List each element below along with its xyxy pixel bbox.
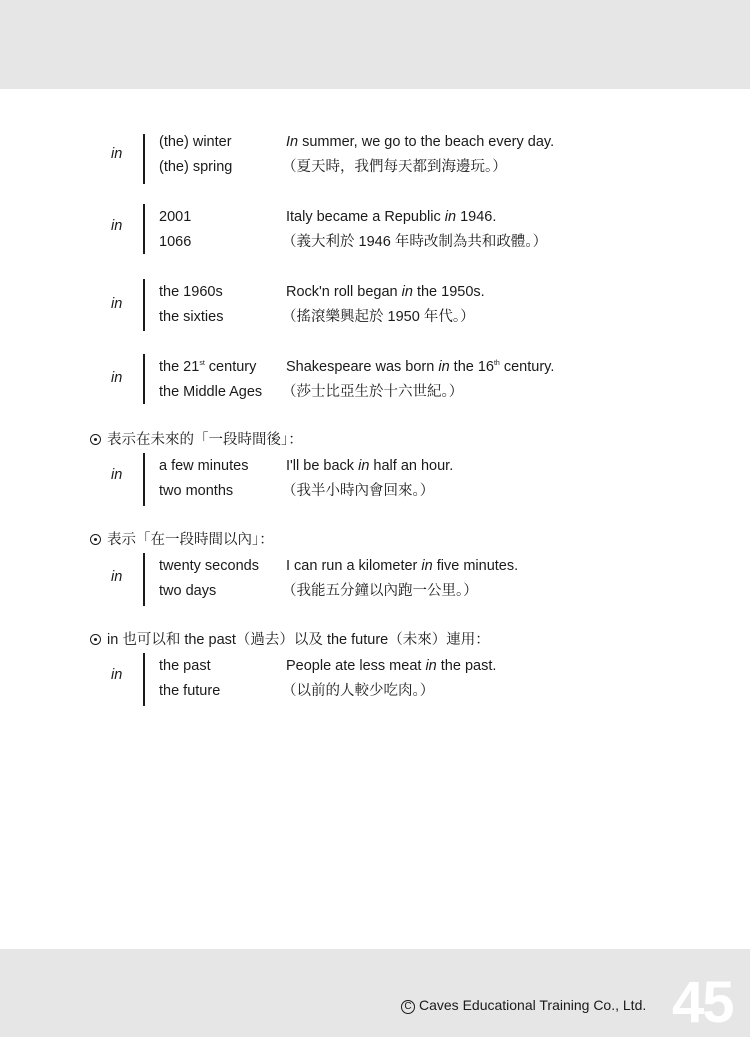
item-1: (the) winter: [159, 134, 232, 150]
item-1: twenty seconds: [159, 558, 259, 574]
item-2: two months: [159, 483, 234, 499]
example-sentence: Italy became a Republic in 1946.: [286, 209, 497, 225]
usage-note: 表示在未來的「一段時間後」：: [90, 429, 303, 451]
keyword-in: in: [111, 146, 123, 162]
copyright-icon: C: [401, 1000, 415, 1014]
example-translation: （搖滾樂興起於 1950 年代。）: [282, 309, 475, 325]
item-2: 1066: [159, 234, 192, 250]
example-translation: （以前的人較少吃肉。）: [282, 683, 435, 699]
item-1: the 21st century: [159, 359, 257, 375]
circle-dot-bullet-icon: [90, 434, 101, 445]
item-1: 2001: [159, 209, 192, 225]
example-translation: （夏天時，我們每天都到海邊玩。）: [282, 159, 507, 175]
usage-note: 表示「在一段時間以內」：: [90, 529, 274, 551]
item-2: the Middle Ages: [159, 384, 263, 400]
keyword-in: in: [111, 467, 123, 483]
footer-band: [0, 949, 750, 1037]
example-sentence: In summer, we go to the beach every day.: [286, 134, 555, 150]
item-2: the sixties: [159, 309, 224, 325]
bracket-bar: [143, 134, 145, 184]
keyword-in: in: [111, 218, 123, 234]
example-sentence: I'll be back in half an hour.: [286, 458, 454, 474]
item-2: (the) spring: [159, 159, 233, 175]
example-sentence: People ate less meat in the past.: [286, 658, 497, 674]
header-band: [0, 0, 750, 89]
bracket-bar: [143, 354, 145, 404]
keyword-in: in: [111, 296, 123, 312]
example-translation: （義大利於 1946 年時改制為共和政體。）: [282, 234, 548, 250]
keyword-in: in: [111, 569, 123, 585]
bracket-bar: [143, 204, 145, 254]
example-translation: （莎士比亞生於十六世紀。）: [282, 384, 464, 400]
example-translation: （我半小時內會回來。）: [282, 483, 435, 499]
item-1: the 1960s: [159, 284, 223, 300]
example-sentence: Rock'n roll began in the 1950s.: [286, 284, 485, 300]
item-1: a few minutes: [159, 458, 249, 474]
example-translation: （我能五分鐘以內跑一公里。）: [282, 583, 478, 599]
bracket-bar: [143, 279, 145, 331]
item-2: two days: [159, 583, 217, 599]
item-1: the past: [159, 658, 211, 674]
keyword-in: in: [111, 667, 123, 683]
bracket-bar: [143, 453, 145, 506]
page-number: 45: [672, 970, 733, 1035]
example-sentence: I can run a kilometer in five minutes.: [286, 558, 519, 574]
item-2: the future: [159, 683, 221, 699]
copyright-line: C Caves Educational Training Co., Ltd.: [401, 994, 646, 1016]
usage-note: in 也可以和 the past（過去）以及 the future（未來）連用：: [90, 629, 490, 651]
circle-dot-bullet-icon: [90, 634, 101, 645]
example-sentence: Shakespeare was born in the 16th century.: [286, 359, 555, 375]
circle-dot-bullet-icon: [90, 534, 101, 545]
bracket-bar: [143, 553, 145, 606]
keyword-in: in: [111, 370, 123, 386]
bracket-bar: [143, 653, 145, 706]
